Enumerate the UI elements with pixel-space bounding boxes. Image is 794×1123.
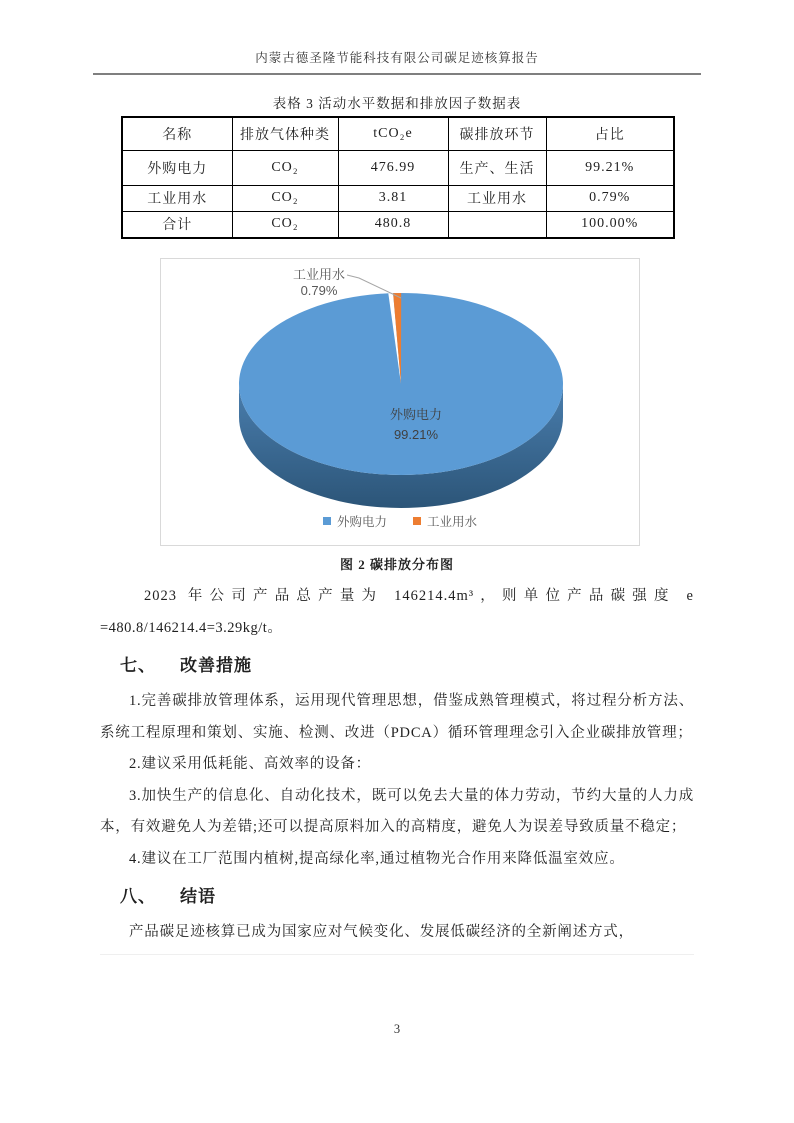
- col-header-gas-type: 排放气体种类: [232, 117, 338, 150]
- col-header-emission-stage: 碳排放环节: [448, 117, 546, 150]
- legend-swatch-blue-icon: [323, 517, 331, 525]
- figure-caption: 图 2 碳排放分布图: [339, 557, 454, 572]
- page-content: [100, 92, 694, 955]
- improvement-item-2: 2.建议采用低耗能、高效率的设备：: [129, 756, 371, 772]
- improvement-item-1: 1.完善碳排放管理体系，运用现代管理思想，借鉴成熟管理模式，将过程分析方法、系统工程原理和策划、实施、检测、改进（PDCA）循环管理理念引入企业碳排放管理；: [100, 693, 694, 741]
- legend-label-electricity: 外购电力: [336, 515, 387, 529]
- cell-stage: [448, 211, 546, 238]
- emission-data-table: [121, 116, 675, 239]
- table-row: [122, 185, 674, 211]
- cell-tco2e: 476.99: [338, 150, 448, 185]
- col-header-tco2e: tCO₂e: [338, 117, 448, 150]
- table-caption: 表格 3 活动水平数据和排放因子数据表: [272, 96, 522, 111]
- cell-tco2e: 3.81: [338, 185, 448, 211]
- cell-name: 合计: [122, 211, 232, 238]
- callout-pct-water: 0.79%: [300, 283, 338, 298]
- cell-gas: CO₂: [232, 150, 338, 185]
- col-header-share: 占比: [546, 117, 674, 150]
- legend-label-water: 工业用水: [427, 515, 478, 529]
- pie-chart-canvas: [161, 259, 641, 509]
- footer-divider: [100, 954, 694, 955]
- cell-name: 外购电力: [122, 150, 232, 185]
- pie-chart: [160, 258, 640, 546]
- inner-label-electricity: 外购电力: [389, 407, 443, 422]
- intro-line-2: =480.8/146214.4=3.29kg/t。: [100, 619, 283, 636]
- legend-item-water: [413, 512, 477, 530]
- improvement-item-4: 4.建议在工厂范围内植树,提高绿化率,通过植物光合作用来降低温室效应。: [129, 850, 625, 867]
- col-header-name: 名称: [122, 117, 232, 150]
- cell-share: 100.00%: [546, 211, 674, 238]
- chart-legend: [161, 512, 639, 530]
- section-title: 结语: [180, 887, 216, 906]
- section-heading-conclusion: [100, 884, 694, 910]
- table-header-row: [122, 117, 674, 150]
- inner-pct-electricity: 99.21%: [393, 427, 439, 442]
- cell-stage: 工业用水: [448, 185, 546, 211]
- cell-share: 0.79%: [546, 185, 674, 211]
- intro-line-1: 2023 年公司产品总产量为 146214.4m³，则单位产品碳强度 e: [144, 588, 694, 604]
- cell-gas: CO₂: [232, 211, 338, 238]
- cell-tco2e: 480.8: [338, 211, 448, 238]
- conclusion-paragraph: 产品碳足迹核算已成为国家应对气候变化、发展低碳经济的全新阐述方式，: [129, 924, 634, 940]
- section-title: 改善措施: [180, 656, 252, 675]
- table-row: [122, 150, 674, 185]
- document-header: [93, 48, 701, 75]
- intro-paragraph: [100, 581, 694, 644]
- improvement-item-3: 3.加快生产的信息化、自动化技术，既可以免去大量的体力劳动，节约大量的人力成本，有效避免人为差错;还可以提高原料加入的高精度，避免人为误差导致质量不稳定；: [100, 787, 694, 835]
- section-number: 八、: [120, 887, 156, 906]
- document-header-title: 内蒙古德圣隆节能科技有限公司碳足迹核算报告: [255, 51, 539, 65]
- section-number: 七、: [120, 656, 156, 675]
- legend-swatch-orange-icon: [413, 517, 421, 525]
- cell-gas: CO₂: [232, 185, 338, 211]
- legend-item-electricity: [323, 512, 387, 530]
- page-number: 3: [393, 1022, 401, 1036]
- section-heading-improvements: [100, 653, 694, 679]
- cell-stage: 生产、生活: [448, 150, 546, 185]
- callout-label-water: 工业用水: [292, 267, 346, 282]
- cell-share: 99.21%: [546, 150, 674, 185]
- table-total-row: [122, 211, 674, 238]
- cell-name: 工业用水: [122, 185, 232, 211]
